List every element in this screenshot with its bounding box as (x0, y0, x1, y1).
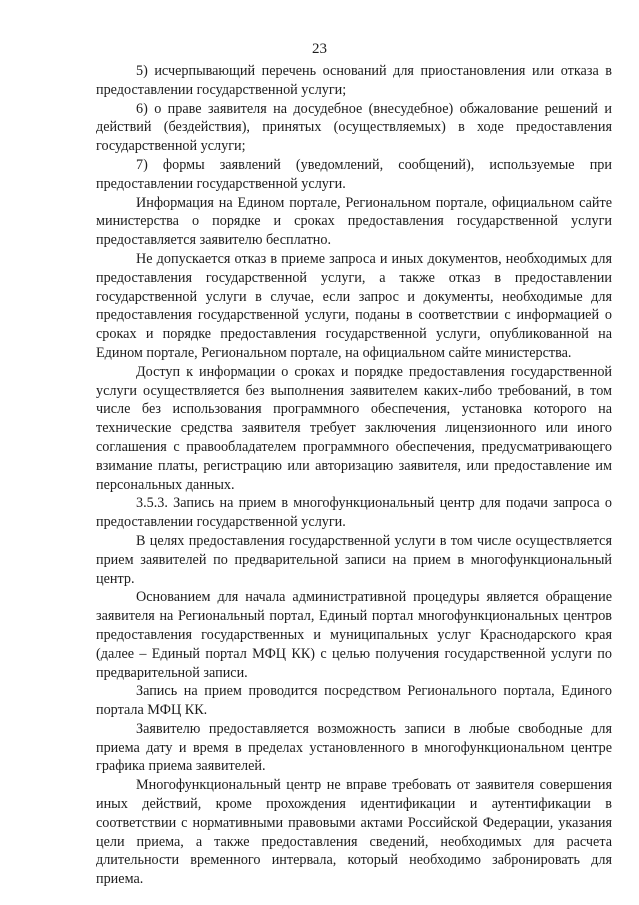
paragraph-information-access: Доступ к информации о сроках и порядке предоставления государственной услуги осуществляется без выполнения заявителем каких-либо требований, в том числе без использования программного обеспечения, установка которого на технические средства заявителя требует заключения лицензионного или иного соглашения с правообладателем программного обеспечения, предусматривающего взимание платы, регистрацию или авторизацию заявителя, или предоставление им персональных данных. (96, 363, 612, 493)
paragraph-procedure-basis: Основанием для начала административной процедуры является обращение заявителя на Региональный портал, Единый портал многофункциональных центров предоставления государственных и муниципальных услуг Краснодарского края (далее – Единый портал МФЦ КК) с целью получения государственной услуги по предварительной записи. (96, 589, 612, 681)
paragraph-center-requirements: Многофункциональный центр не вправе требовать от заявителя совершения иных действий, кроме прохождения идентификации и аутентификации в соответствии с нормативными правовыми актами Российской Федерации, указания цели приема, а также предоставления сведений, необходимых для расчета длительности временного интервала, который необходимо забронировать для приема. (96, 777, 612, 888)
document-body (96, 62, 612, 889)
paragraph-item-7: 7) формы заявлений (уведомлений, сообщений), используемые при предоставлении государственной услуги. (96, 156, 612, 192)
page-number: 23 (312, 41, 327, 57)
paragraph-item-6: 6) о праве заявителя на досудебное (внесудебное) обжалование решений и действий (бездействия), принятых (осуществляемых) в ходе предоставления государственной услуги; (96, 100, 612, 155)
paragraph-free-information: Информация на Едином портале, Региональном портале, официальном сайте министерства о порядке и сроках предоставления государственной услуги предоставляется заявителю бесплатно. (96, 194, 612, 249)
paragraph-item-5: 5) исчерпывающий перечень оснований для приостановления или отказа в предоставлении государственной услуги; (96, 63, 612, 98)
paragraph-preliminary-appointment: В целях предоставления государственной услуги в том числе осуществляется прием заявителей по предварительной записи на прием в многофункциональный центр. (96, 532, 612, 587)
paragraph-appointment-method: Запись на прием проводится посредством Регионального портала, Единого портала МФЦ КК. (96, 683, 612, 719)
paragraph-refusal-not-allowed: Не допускается отказ в приеме запроса и иных документов, необходимых для предоставления государственной услуги, а также отказ в предоставлении государственной услуги в случае, если запрос и документы, необходимые для предоставления государственной услуги, поданы в соответствии с информацией о сроках и порядке предоставления государственной услуги, опубликованной на Едином портале, Региональном портале, на официальном сайте министерства. (96, 250, 612, 361)
paragraph-section-3-5-3: 3.5.3. Запись на прием в многофункциональный центр для подачи запроса о предоставлении государственной услуги. (96, 495, 612, 531)
paragraph-appointment-time: Заявителю предоставляется возможность записи в любые свободные для приема дату и время в пределах установленного в многофункциональном центре графика приема заявителей. (96, 720, 612, 775)
